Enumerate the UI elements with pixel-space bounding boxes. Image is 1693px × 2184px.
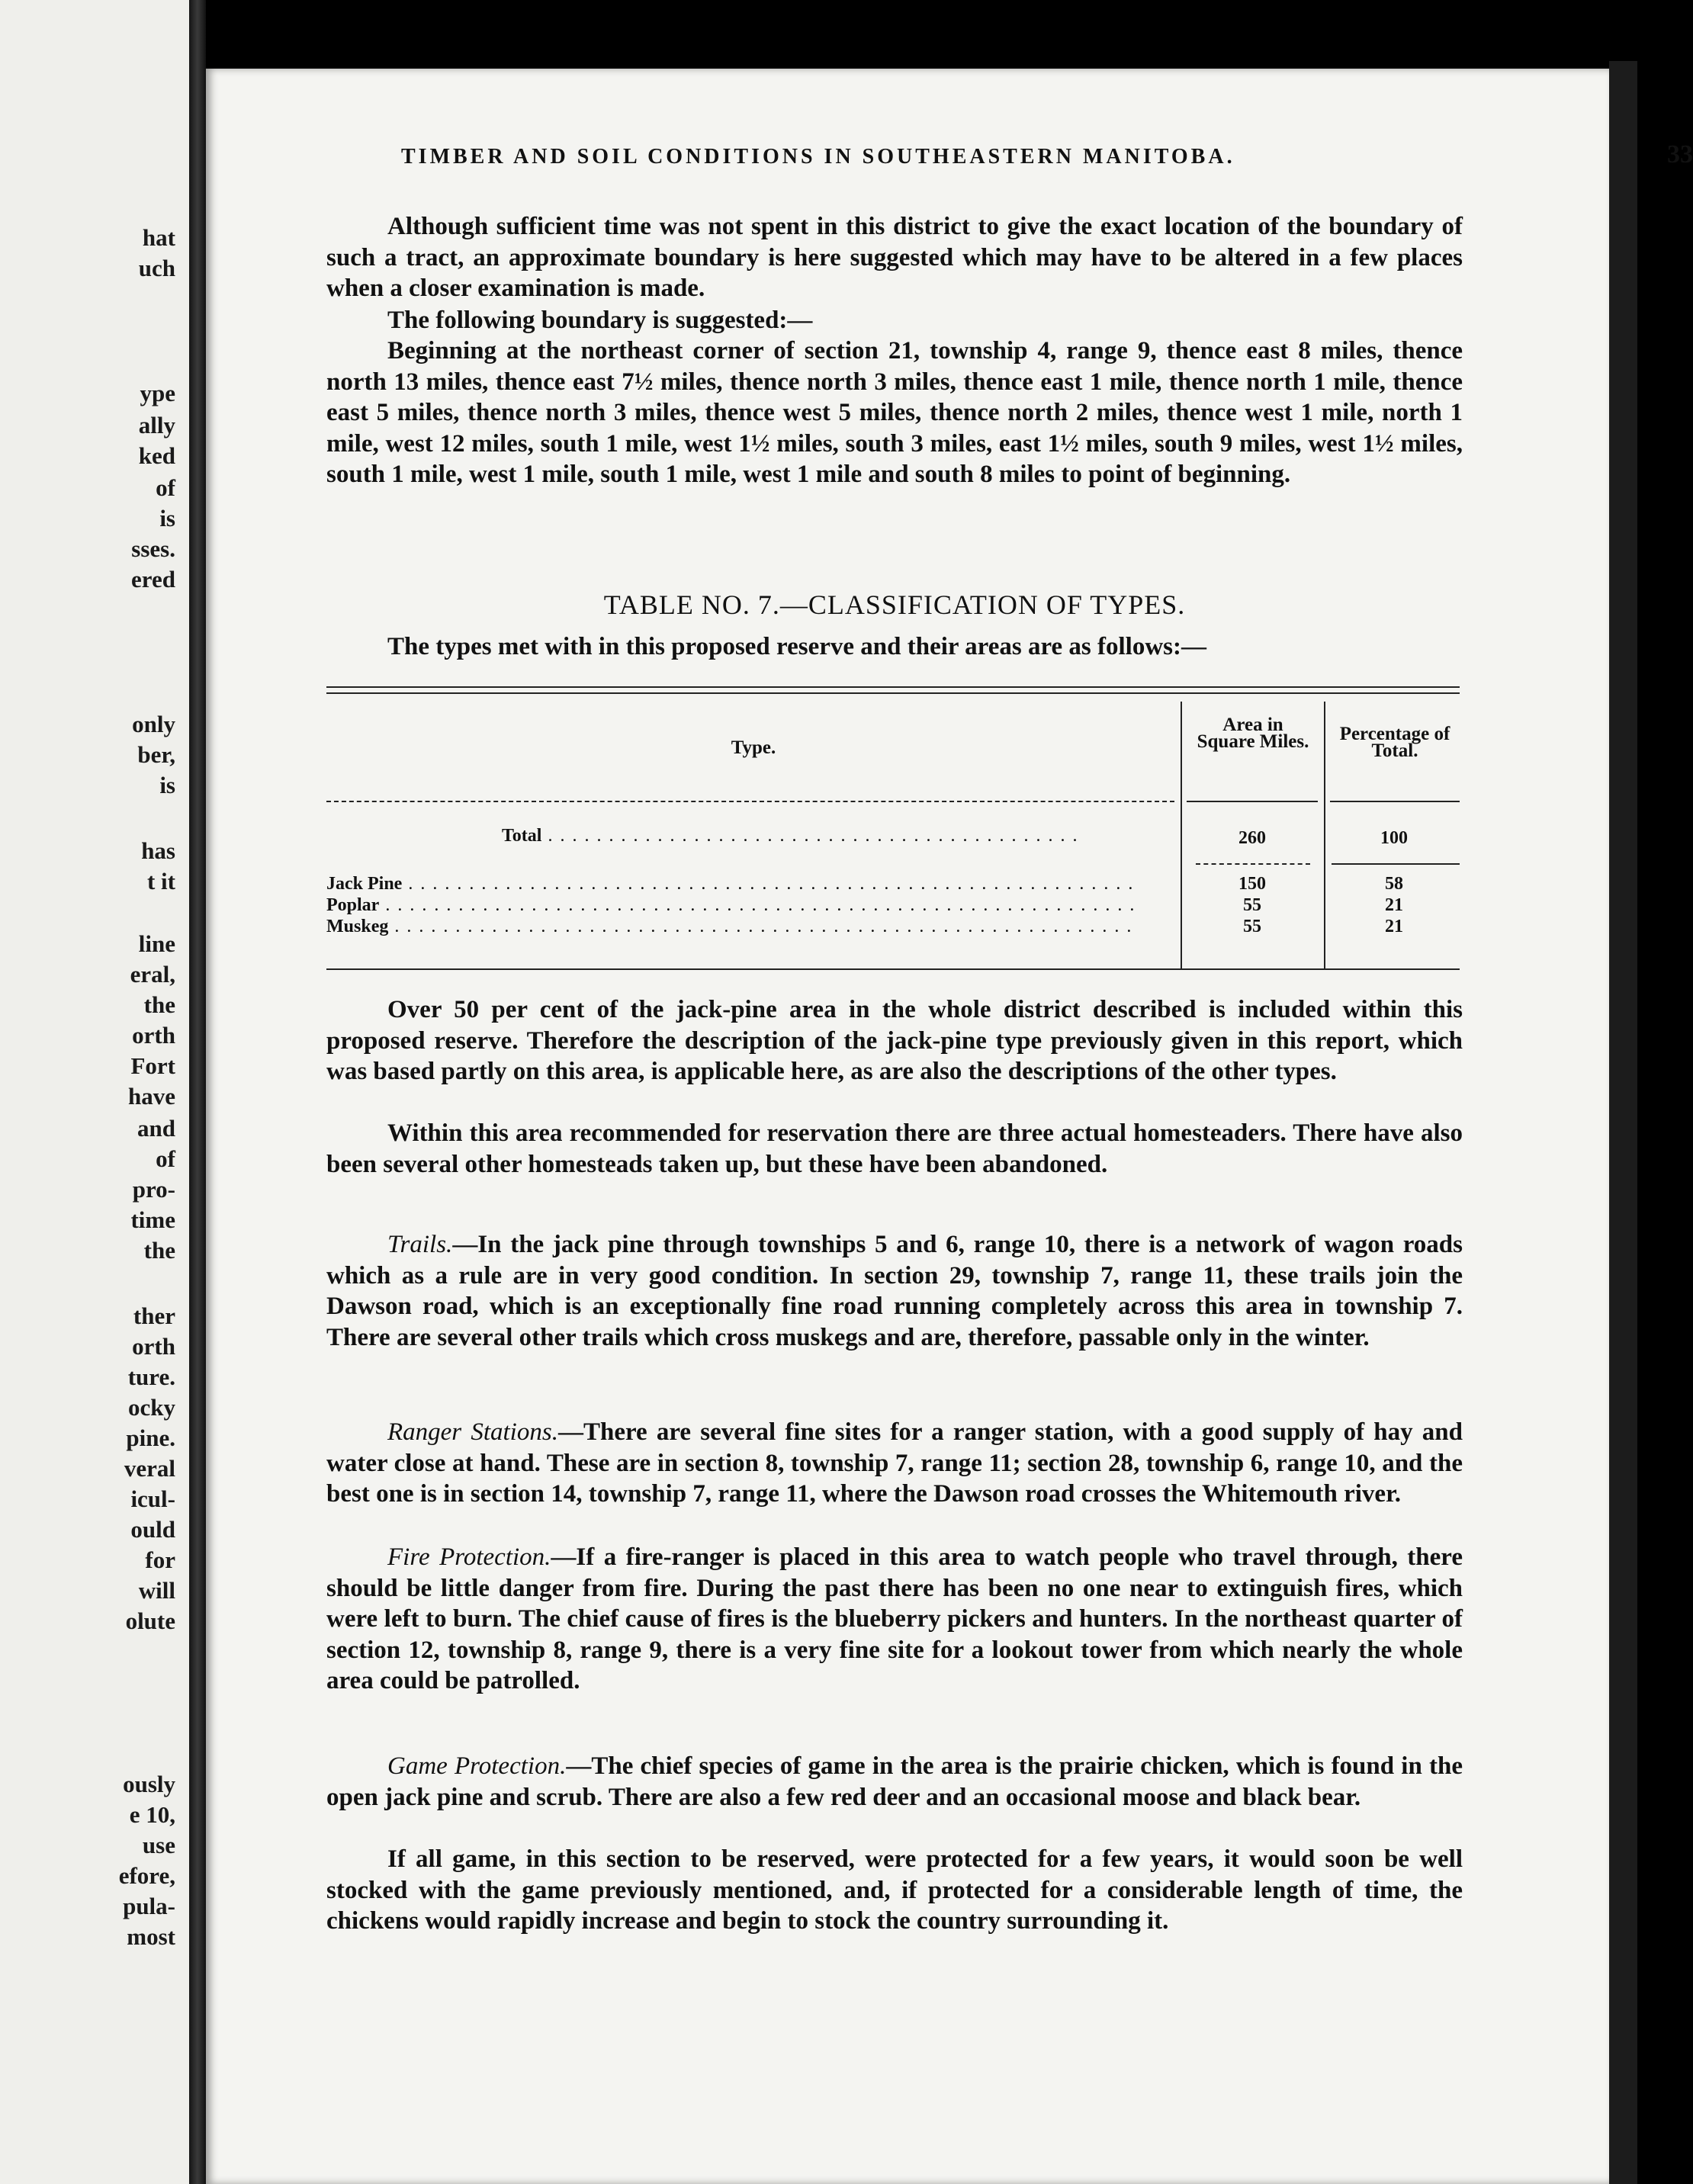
total-label: Total [502, 826, 542, 846]
paragraph-text: —If a fire-ranger is placed in this area to watch people who travel through, there should be little danger from fire. During the past there has been no one near to extinguish fires, which were left to burn. The chief cause of fires is the blueberry pickers and hunters. In the northeast quarter of section 12, township 8, range 9, there is a very fine site for a lookout tower from which nearly the whole area could be patrolled. [326, 1543, 1463, 1694]
facing-page-fragment: Fort [130, 1052, 175, 1079]
header-rule [326, 801, 1174, 802]
row-percent: 58 [1385, 874, 1403, 894]
page-number: 33 [1667, 140, 1693, 169]
facing-page-fragment: of [156, 1145, 175, 1172]
facing-page-margin [0, 0, 189, 2184]
facing-page-fragment: pula- [123, 1893, 175, 1919]
facing-page-fragment: use [142, 1832, 175, 1858]
header-rule [1187, 801, 1318, 802]
facing-page-fragment: hat [142, 224, 175, 251]
row-percent: 21 [1385, 917, 1403, 936]
facing-page-fragment: ously [123, 1771, 175, 1797]
column-divider [1181, 702, 1182, 970]
paragraph-text: —The chief species of game in the area is the prairie chicken, which is found in the open jack pine and scrub. There are also a few red deer and an occasional moose and black bear. [326, 1752, 1463, 1811]
row-label: Poplar [326, 895, 380, 915]
facing-page-fragment: have [128, 1083, 175, 1110]
paragraph-text: —There are several fine sites for a ranger station, with a good supply of hay and water close at hand. These are in section 8, township 7, range 11; section 28, township 6, range 10, and the best one is in section 14, township 7, range 11, where the Dawson road crosses the Whitemouth river. [326, 1418, 1463, 1508]
row-label: Muskeg [326, 917, 389, 936]
paragraph-game-protection [326, 1751, 1463, 1813]
running-head-title: TIMBER AND SOIL CONDITIONS IN SOUTHEASTERN MANITOBA. [401, 145, 1235, 169]
total-rule [1196, 863, 1310, 865]
section-heading-fire-protection: Fire Protection. [387, 1543, 551, 1571]
paragraph-text: Although sufficient time was not spent in this district to give the exact location of the boundary of such a tract, an approximate boundary is here suggested which may have to be altered in a few places when a closer examination is made. [326, 213, 1463, 302]
facing-page-fragment: veral [124, 1455, 175, 1482]
facing-page-fragment: ture. [127, 1363, 175, 1390]
table-bottom-rule [326, 968, 1460, 970]
paragraph-ranger-stations [326, 1417, 1463, 1510]
table-row: Muskeg . . . . . . . . . . . . . . . . . . . . . . . . . . . . . . . . . . . . . . . . . . . . . . . . . . . . . . . . . . . . . [326, 917, 1133, 936]
paragraph-text: Over 50 per cent of the jack-pine area in the whole district described is included within this proposed reserve. Therefore the description of the jack-pine type previously given in this report, which was based partly on this area, is applicable here, as are also the descriptions of the other types. [326, 996, 1463, 1085]
paragraph-text: Within this area recommended for reservation there are three actual homesteaders. There have also been several other homesteads taken up, but these have been abandoned. [326, 1119, 1463, 1178]
facing-page-fragment: will [138, 1577, 175, 1604]
row-area: 55 [1243, 917, 1261, 936]
facing-page-fragment: for [145, 1546, 175, 1573]
facing-page-fragment: has [141, 837, 175, 864]
total-row-label: Total . . . . . . . . . . . . . . . . . . . . . . . . . . . . . . . . . . . . . . . . . . . . [502, 826, 1079, 846]
header-rule [1330, 801, 1460, 802]
paragraph-trails [326, 1229, 1463, 1353]
paragraph-boundary-intro [326, 211, 1463, 304]
section-heading-game-protection: Game Protection. [387, 1752, 567, 1780]
facing-page-fragment: the [143, 1237, 175, 1264]
header-percent: Percentage of Total. [1339, 724, 1450, 761]
facing-page-fragment: ked [138, 442, 175, 469]
facing-page-fragment: sses. [131, 535, 175, 562]
facing-page-fragment: orth [132, 1022, 175, 1049]
facing-page-fragment: is [159, 772, 175, 798]
paragraph-boundary-description [326, 336, 1463, 490]
paragraph-text: —In the jack pine through townships 5 and 6, range 10, there is a network of wagon roads which as a rule are in very good condition. In section 29, township 7, range 11, these trails join the Dawson road, which is an exceptionally fine road running completely across this area in township 7. There are several other trails which cross muskegs and are, therefore, passable only in the winter. [326, 1231, 1463, 1351]
page-edge [1609, 61, 1637, 2184]
paragraph-game-reserve [326, 1844, 1463, 1937]
section-heading-trails: Trails. [387, 1231, 453, 1258]
facing-page-fragment: pine. [126, 1424, 175, 1451]
table-intro: The types met with in this proposed reserve and their areas are as follows:— [387, 633, 1206, 660]
facing-page-fragment: orth [132, 1333, 175, 1360]
paragraph-text: If all game, in this section to be reserved, were protected for a few years, it would soon be well stocked with the game previously mentioned, and, if protected for a considerable length of time, the chickens would rapidly increase and begin to stock the country surrounding it. [326, 1845, 1463, 1935]
facing-page-fragment: olute [125, 1607, 175, 1634]
total-rule [1332, 863, 1460, 865]
facing-page-fragment: e 10, [129, 1801, 175, 1828]
row-percent: 21 [1385, 895, 1403, 915]
book-gutter [189, 0, 206, 2184]
table-row: Poplar . . . . . . . . . . . . . . . . . . . . . . . . . . . . . . . . . . . . . . . . . . . . . . . . . . . . . . . . . . . . . . [326, 895, 1136, 915]
row-label: Jack Pine [326, 874, 403, 894]
facing-page-fragment: t it [146, 868, 175, 894]
facing-page-fragment: line [138, 930, 175, 957]
paragraph-homesteaders [326, 1118, 1463, 1180]
row-area: 55 [1243, 895, 1261, 915]
row-area: 150 [1238, 874, 1266, 894]
facing-page-fragment: icul- [130, 1485, 175, 1512]
facing-page-fragment: ther [133, 1302, 175, 1329]
facing-page-fragment: ally [138, 412, 175, 438]
header-type: Type. [731, 737, 776, 758]
paragraph-boundary-suggested [326, 305, 1463, 336]
total-area: 260 [1238, 828, 1266, 848]
paragraph-text: Beginning at the northeast corner of section 21, township 4, range 9, thence east 8 miles, thence north 13 miles, thence east 7½ miles, thence north 3 miles, thence east 1 mile, thence north 1 mile, thence east 5 miles, thence north 3 miles, thence west 5 miles, thence north 2 miles, thence west 1 mile, north 1 mile, west 12 miles, south 1 mile, west 1½ miles, south 3 miles, east 1½ miles, south 9 miles, west 1½ miles, south 1 mile, west 1 mile, south 1 mile, west 1 mile and south 8 miles to point of beginning. [326, 337, 1463, 488]
facing-page-fragment: time [130, 1206, 175, 1233]
facing-page-fragment: ered [131, 566, 175, 593]
facing-page-fragment: ocky [128, 1394, 175, 1421]
facing-page-fragment: ber, [137, 741, 175, 768]
facing-page-fragment: uch [138, 255, 175, 281]
facing-page-fragment: ould [130, 1516, 175, 1543]
paragraph-text: The following boundary is suggested:— [387, 307, 813, 334]
facing-page-fragment: ype [140, 380, 175, 406]
facing-page-fragment: eral, [130, 961, 175, 988]
facing-page-fragment: efore, [118, 1862, 175, 1889]
facing-page-fragment: of [156, 474, 175, 501]
facing-page-fragment: pro- [132, 1176, 175, 1203]
paragraph-fire-protection [326, 1542, 1463, 1697]
section-heading-ranger-stations: Ranger Stations. [387, 1418, 558, 1446]
column-divider [1324, 702, 1325, 970]
table-row: Jack Pine . . . . . . . . . . . . . . . . . . . . . . . . . . . . . . . . . . . . . . . . . . . . . . . . . . . . . . . . . . . . [326, 874, 1135, 894]
table-title: TABLE NO. 7.—CLASSIFICATION OF TYPES. [603, 589, 1186, 620]
facing-page-fragment: the [143, 991, 175, 1018]
table-top-rule [326, 686, 1460, 688]
paragraph-jack-pine [326, 994, 1463, 1087]
facing-page-fragment: only [132, 711, 175, 737]
facing-page-fragment: most [127, 1923, 175, 1950]
classification-table [326, 686, 1460, 1046]
facing-page-fragment: is [159, 505, 175, 532]
total-percent: 100 [1380, 828, 1408, 848]
document-page [206, 69, 1693, 2184]
table-top-rule [326, 692, 1460, 694]
header-area: Area in Square Miles. [1197, 715, 1309, 752]
facing-page-fragment: and [137, 1115, 175, 1142]
